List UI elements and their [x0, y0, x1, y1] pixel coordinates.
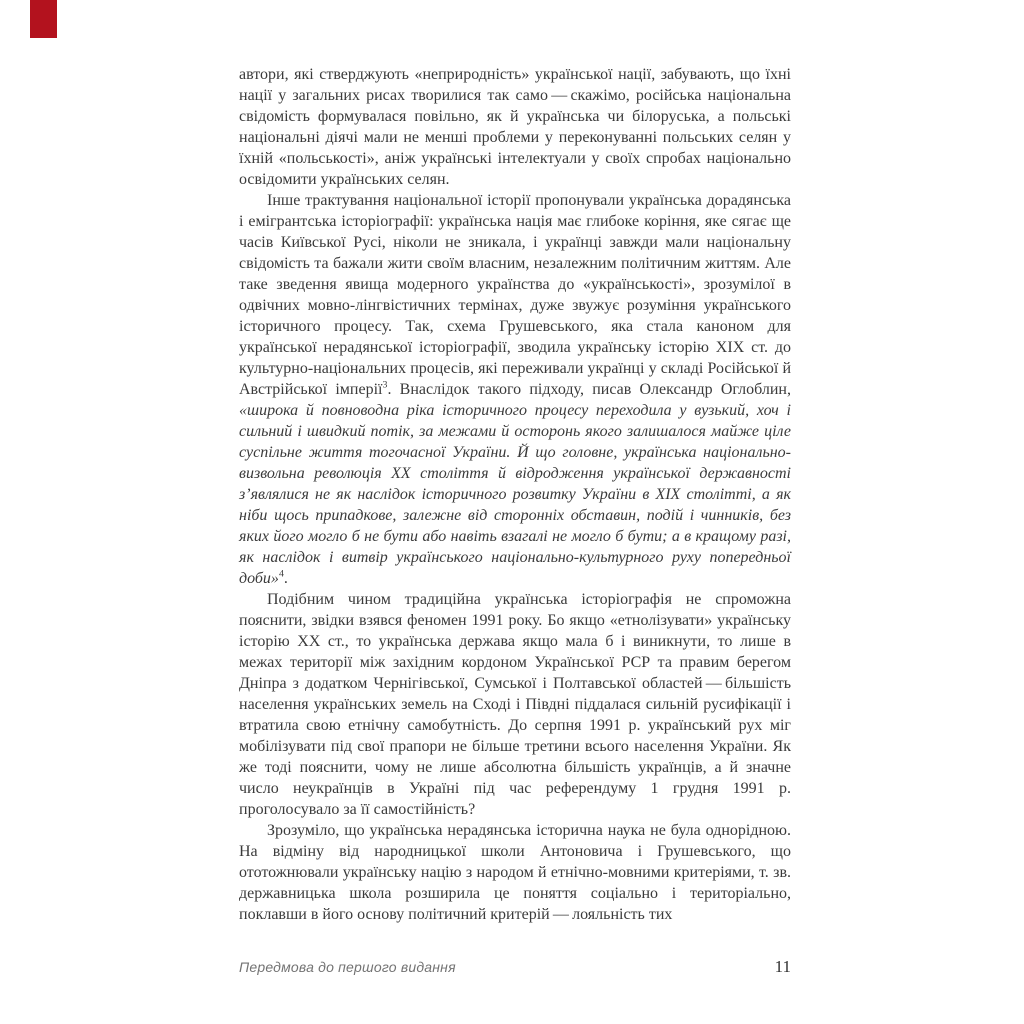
text-column: [239, 64, 791, 925]
chapter-color-tab: [30, 0, 57, 38]
body-text: Зрозуміло, що українська нерадянська історична наука не була однорідною. На відміну від народницької школи Антоновича і Грушевського, що ототожнювали українську націю з народом й етнічно-мовними критеріями, т. зв. державницька школа розширила це поняття соціально і територіально, поклавши в його основу політичний критерій — лояльність тих: [239, 822, 791, 923]
body-text: автори, які стверджують «неприродність» української нації, забувають, що їхні нації у загальних рисах творилися так само — скажімо, російська національна свідомість формувалася повільно, як й українська чи білоруська, а польські національні діячі мали не менші проблеми у переконуванні польських селян у їхній «польськості», аніж українські інтелектуали у своїх спробах національно освідомити українських селян.: [239, 66, 791, 188]
footnote-reference: 4: [278, 568, 284, 580]
page-number: 11: [774, 957, 791, 976]
running-title: Передмова до першого видання: [239, 959, 456, 975]
body-text: .: [283, 570, 288, 587]
body-text: . Внаслідок такого підходу, писав Олександр Оглоблин,: [387, 381, 791, 398]
body-text: Інше трактування національної історії пропонували українська дорадянська і емігрантська історіографії: українська нація має глибоке коріння, яке сягає ще часів Київської Русі, ніколи не зникала, і українці завжди мали національну свідомість та бажали жити своїм власним, незалежним політичним життям. Але таке зведення явища модерного українства до «українськості», зрозумілої в одвічних мовно-лінгвістичних термінах, дуже звужує розуміння українського історичного процесу. Так, схема Грушевського, яка стала каноном для української нерадянської історіографії, зводила українську історію XIX ст. до культурно-національних процесів, які переживали українці у складі Російської й Австрійської імперії: [239, 192, 791, 398]
body-paragraph: [239, 820, 791, 925]
body-text: Подібним чином традиційна українська історіографія не спроможна пояснити, звідки взявся феномен 1991 року. Бо якщо «етнолізувати» українську історію XX ст., то українська держава якщо мала б і виникнути, то лише в межах території між західним кордоном Української РСР та правим берегом Дніпра з додатком Чернігівської, Сумської і Полтавської областей — більшість населення українських земель на Сході і Півдні піддалася сильній русифікації і втратила свою етнічну самобутність. До серпня 1991 р. український рух міг мобілізувати під свої прапори не більше третини всього населення України. Як же тоді пояснити, чому не лише абсолютна більшість українців, а й значне число неукраїнців в Україні під час референдуму 1 грудня 1991 р. проголосувало за її самостійність?: [239, 591, 791, 818]
quoted-italic-text: «широка й повноводна ріка історичного процесу переходила у вузький, хоч і сильний і швидкий потік, за межами й осторонь якого залишалося майже ціле суспільне життя тогочасної України. Й що головне, українська національно-визвольна революція XX століття й відродження української державності з’являлися не як наслідок історичного розвитку України в XIX столітті, а як ніби щось припадкове, залежне від сторонніх обставин, подій і чинників, без яких його могло б не бути або навіть взагалі не могло б бути; а в кращому разі, як наслідок і витвір українського національно-культурного руху попередньої доби»: [239, 402, 791, 587]
footnote-reference: 3: [382, 379, 388, 391]
body-paragraph: [239, 589, 791, 820]
body-paragraph: [239, 190, 791, 589]
body-paragraph: [239, 64, 791, 190]
page-footer: [239, 957, 791, 977]
